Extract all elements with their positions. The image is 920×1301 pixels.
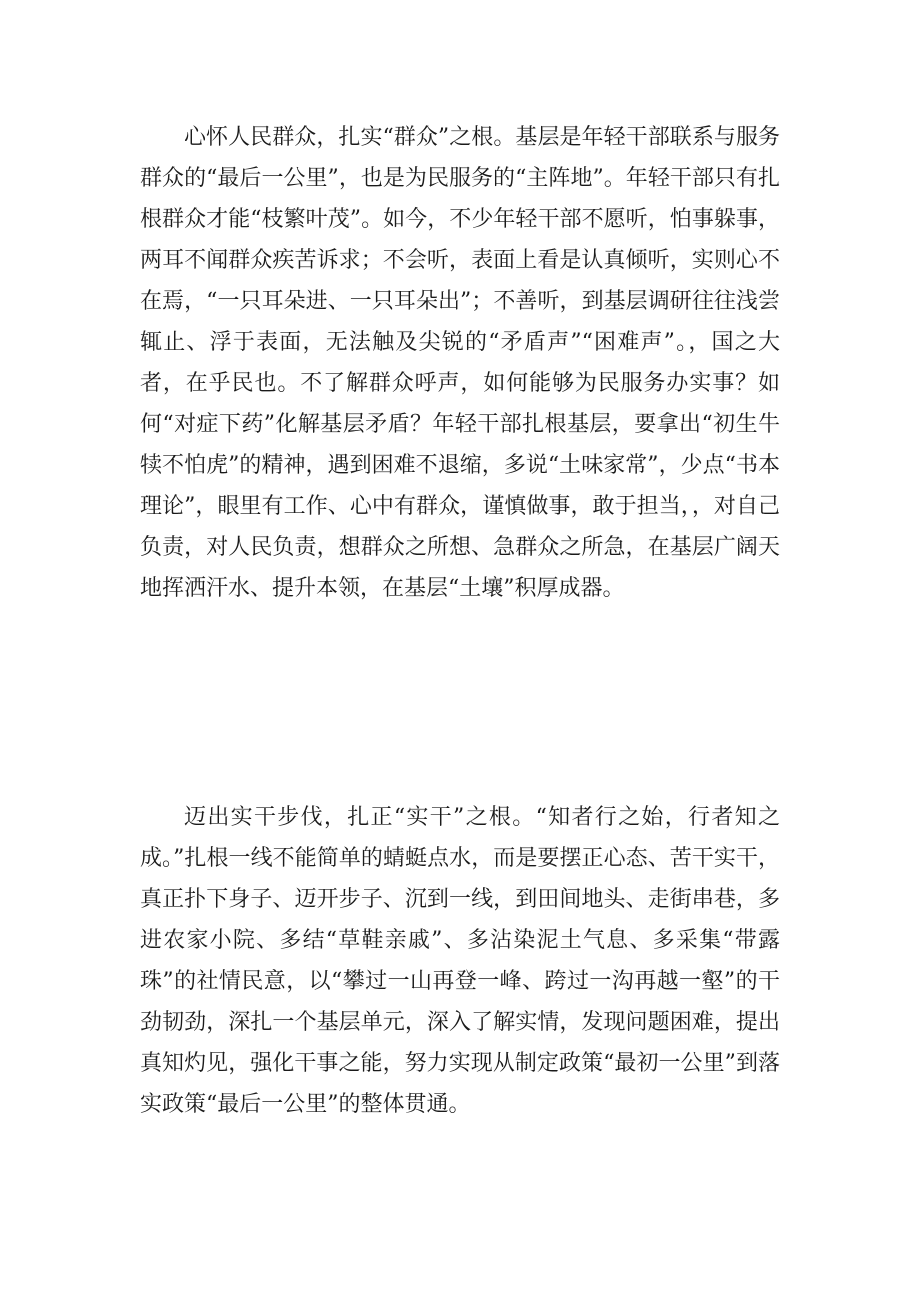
paragraph-people: 心怀人民群众，扎实“群众”之根。基层是年轻干部联系与服务群众的“最后一公里”，也是为民服务的“主阵地”。年轻干部只有扎根群众才能“枝繁叶茂”。如今，不少年轻干部不愿听，怕事躲事，两耳不闻群众疾苦诉求；不会听，表面上看是认真倾听，实则心不在焉，“一只耳朵进、一只耳朵出”；不善听，到基层调研往往浅尝辄止、浮于表面，无法触及尖锐的“矛盾声”“困难声”。，国之大者，在乎民也。不了解群众呼声，如何能够为民服务办实事？如何“对症下药”化解基层矛盾？年轻干部扎根基层，要拿出“初生牛犊不怕虎”的精神，遇到困难不退缩，多说“土味家常”，少点“书本理论”，眼里有工作、心中有群众，谨慎做事，敢于担当，，对自己负责，对人民负责，想群众之所想、急群众之所急，在基层广阔天地挥洒汗水、提升本领，在基层“土壤”积厚成器。	[140, 125, 780, 601]
document-page	[140, 117, 780, 1207]
paragraph-action: 迈出实干步伐，扎正“实干”之根。“知者行之始，行者知之成。”扎根一线不能简单的蜻蜓点水，而是要摆正心态、苦干实干，真正扑下身子、迈开步子、沉到一线，到田间地头、走街串巷，多进农家小院、多结“草鞋亲戚”、多沾染泥土气息、多采集“带露珠”的社情民意，以“攀过一山再登一峰、跨过一沟再越一壑”的干劲韧劲，深扎一个基层单元，深入了解实情，发现问题困难，提出真知灼见，强化干事之能，努力实现从制定政策“最初一公里”到落实政策“最后一公里”的整体贯通。	[140, 805, 780, 1117]
